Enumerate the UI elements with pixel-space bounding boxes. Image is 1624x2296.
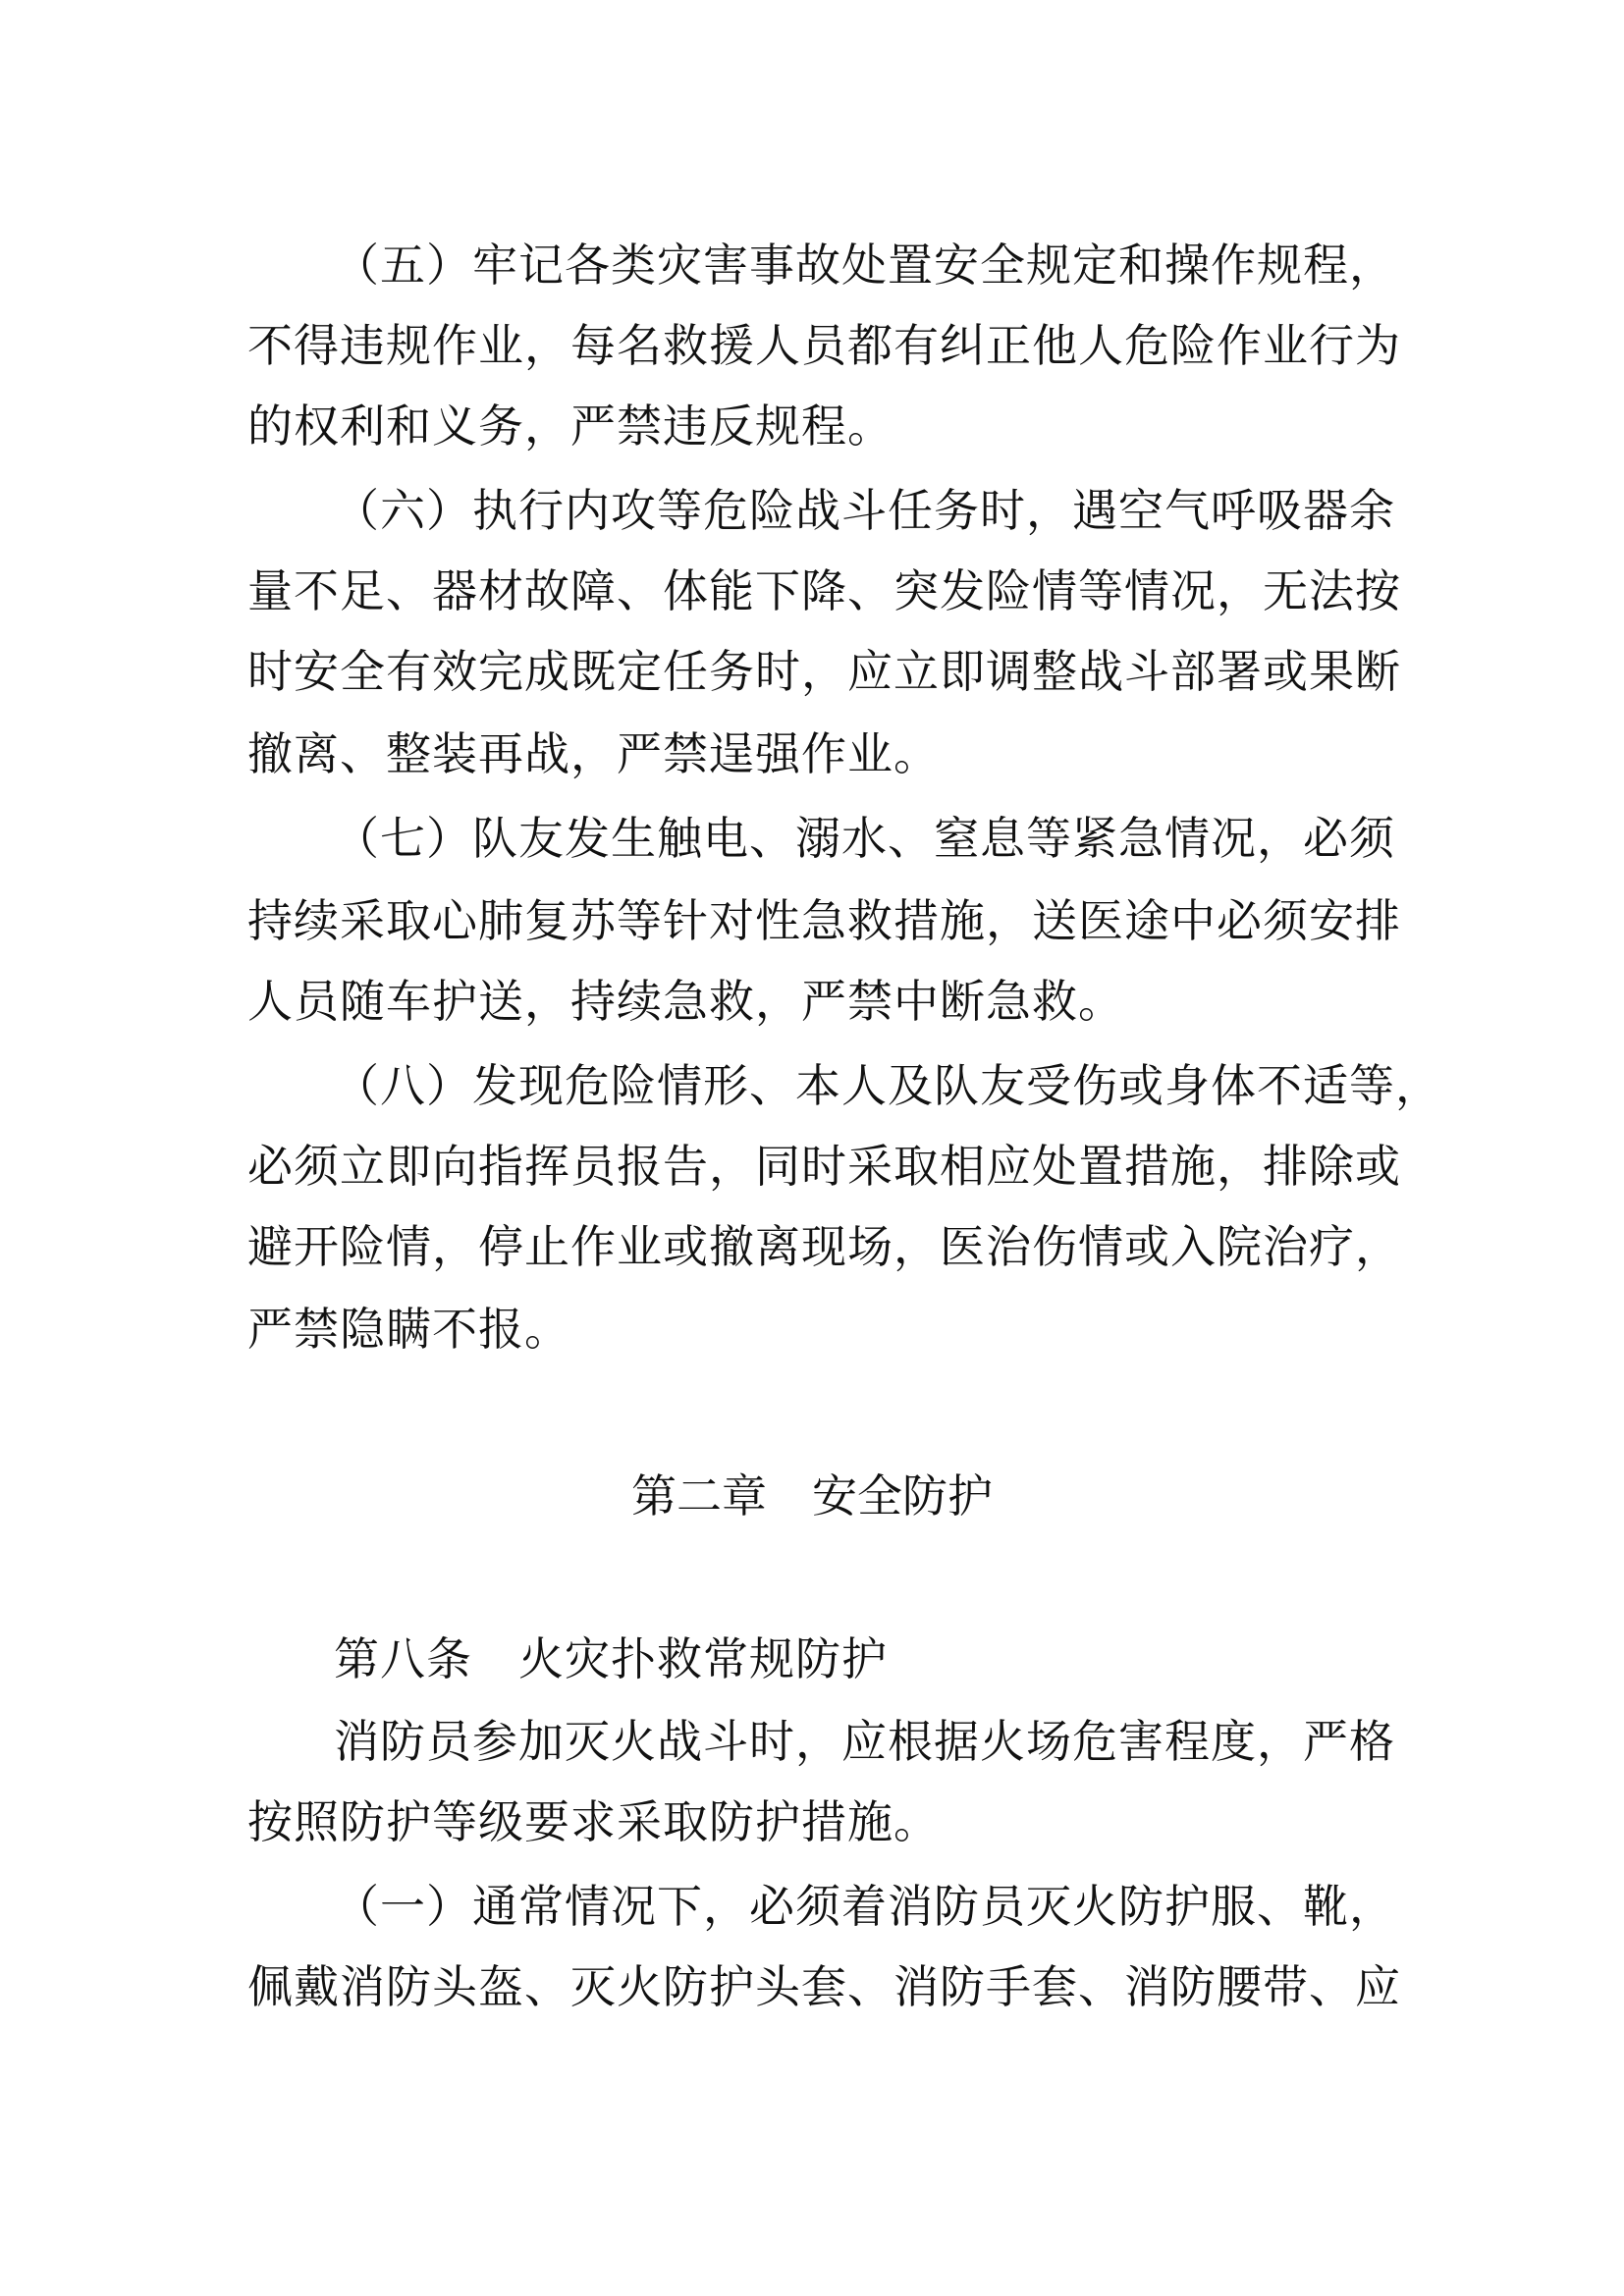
paragraph-8-line-3: 避开险情，停止作业或撤离现场，医治伤情或入院治疗， bbox=[247, 1220, 1401, 1273]
paragraph-8-line-4: 严禁隐瞒不报。 bbox=[247, 1303, 570, 1356]
chapter-heading: 第二章 安全防护 bbox=[631, 1469, 993, 1522]
paragraph-6-line-4: 撤离、整装再战，严禁逞强作业。 bbox=[247, 727, 940, 780]
article-heading: 第八条 火灾扑救常规防护 bbox=[334, 1632, 888, 1685]
paragraph-7-line-3: 人员随车护送，持续急救，严禁中断急救。 bbox=[247, 975, 1124, 1028]
paragraph-7-line-1: （七）队友发生触电、溺水、窒息等紧急情况，必须 bbox=[334, 812, 1395, 865]
article-paragraph-1-line-2: 按照防护等级要求采取防护措施。 bbox=[247, 1795, 940, 1848]
article-paragraph-1-line-1: 消防员参加灭火战斗时，应根据火场危害程度，严格 bbox=[334, 1715, 1395, 1768]
paragraph-7-line-2: 持续采取心肺复苏等针对性急救措施，送医途中必须安排 bbox=[247, 894, 1401, 947]
paragraph-6-line-1: （六）执行内攻等危险战斗任务时，遇空气呼吸器余 bbox=[334, 484, 1395, 537]
paragraph-6-line-2: 量不足、器材故障、体能下降、突发险情等情况，无法按 bbox=[247, 564, 1401, 617]
paragraph-6-line-3: 时安全有效完成既定任务时，应立即调整战斗部署或果断 bbox=[247, 645, 1401, 698]
paragraph-8-line-2: 必须立即向指挥员报告，同时采取相应处置措施，排除或 bbox=[247, 1140, 1401, 1193]
paragraph-8-line-1: （八）发现危险情形、本人及队友受伤或身体不适等， bbox=[334, 1059, 1441, 1112]
paragraph-5-line-1: （五）牢记各类灾害事故处置安全规定和操作规程， bbox=[334, 239, 1395, 292]
paragraph-5-line-2: 不得违规作业，每名救援人员都有纠正他人危险作业行为 bbox=[247, 319, 1401, 372]
paragraph-5-line-3: 的权利和义务，严禁违反规程。 bbox=[247, 400, 893, 453]
article-paragraph-2-line-1: （一）通常情况下，必须着消防员灭火防护服、靴， bbox=[334, 1880, 1395, 1933]
article-paragraph-2-line-2: 佩戴消防头盔、灭火防护头套、消防手套、消防腰带、应 bbox=[247, 1960, 1401, 2013]
